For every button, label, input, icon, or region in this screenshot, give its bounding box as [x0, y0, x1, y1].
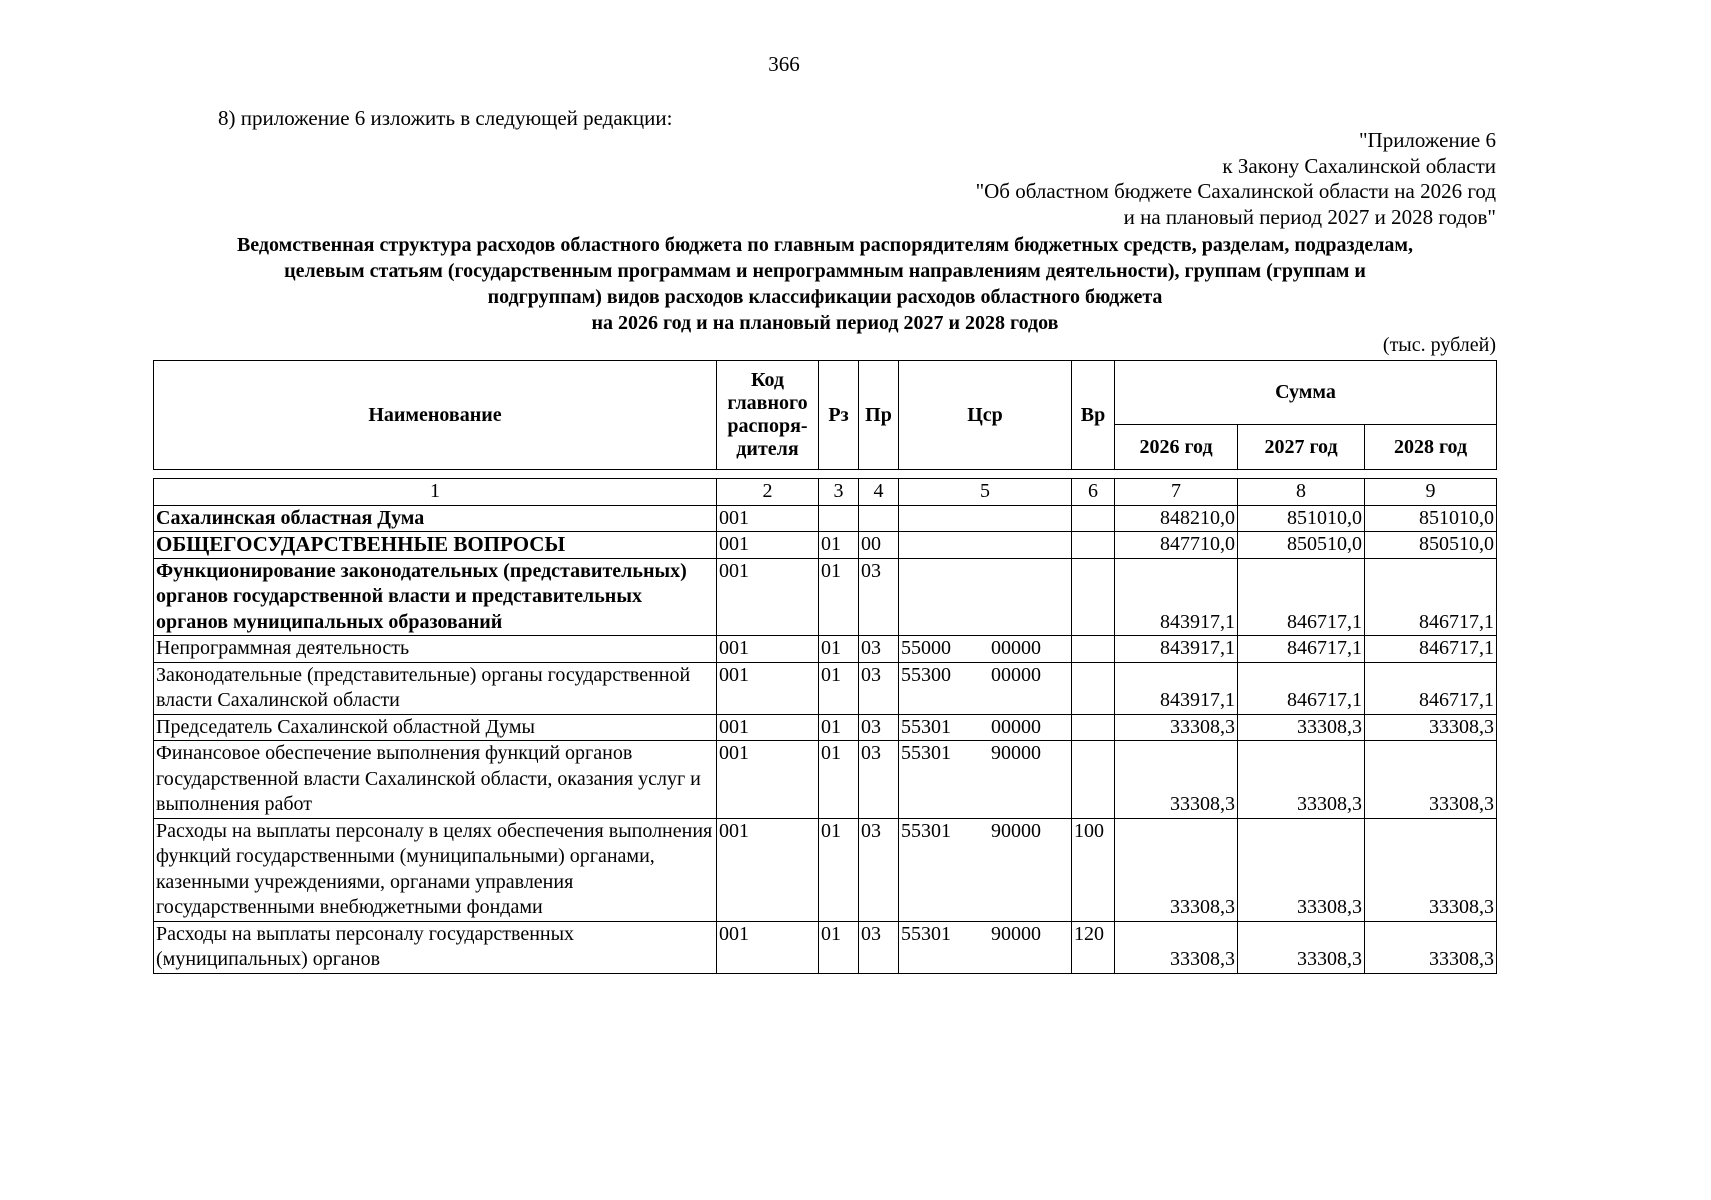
row-pr: 03	[859, 921, 899, 973]
row-pr: 03	[859, 558, 899, 636]
appendix-header	[976, 128, 1496, 230]
row-rz: 01	[819, 741, 859, 819]
row-vr	[1072, 505, 1115, 532]
appendix-line-4: и на плановый период 2027 и 2028 годов"	[1123, 204, 1496, 229]
row-name: Финансовое обеспечение выполнения функций органов государственной власти Сахалинской области, оказания услуг и выполнения работ	[154, 741, 717, 819]
row-vr: 120	[1072, 921, 1115, 973]
title-line-4: на 2026 год и на плановый период 2027 и 2028 годов	[591, 312, 1059, 334]
title-line-1: Ведомственная структура расходов областного бюджета по главным распорядителям бюджетных средств, разделам, подразделам,	[236, 234, 1414, 256]
row-name: Непрограммная деятельность	[154, 636, 717, 663]
row-vr	[1072, 741, 1115, 819]
row-csr	[899, 818, 1072, 921]
row-csr-part1: 55301	[901, 742, 951, 764]
row-csr	[899, 662, 1072, 714]
row-sum-2028: 846717,1	[1365, 636, 1497, 663]
table-row	[154, 636, 1497, 663]
table-row	[154, 532, 1497, 559]
column-number-6: 6	[1072, 479, 1115, 506]
row-code: 001	[717, 714, 819, 741]
row-name: ОБЩЕГОСУДАРСТВЕННЫЕ ВОПРОСЫ	[154, 532, 717, 559]
row-rz: 01	[819, 532, 859, 559]
row-sum-2026: 847710,0	[1115, 532, 1238, 559]
row-name: Сахалинская областная Дума	[154, 505, 717, 532]
table-row	[154, 818, 1497, 921]
header-sum: Сумма	[1115, 361, 1497, 425]
row-rz: 01	[819, 558, 859, 636]
row-sum-2027: 33308,3	[1238, 741, 1365, 819]
row-csr-part1: 55000	[901, 637, 951, 659]
row-pr: 03	[859, 741, 899, 819]
header-pr: Пр	[859, 361, 899, 470]
row-name: Расходы на выплаты персоналу государственных (муниципальных) органов	[154, 921, 717, 973]
row-csr-part2: 90000	[991, 742, 1041, 764]
row-code: 001	[717, 558, 819, 636]
row-code: 001	[717, 741, 819, 819]
row-vr	[1072, 636, 1115, 663]
header-code-line-4: дителя	[736, 438, 799, 460]
row-sum-2027: 851010,0	[1238, 505, 1365, 532]
row-vr: 100	[1072, 818, 1115, 921]
document-title	[150, 232, 1500, 336]
row-sum-2027: 33308,3	[1238, 818, 1365, 921]
row-code: 001	[717, 662, 819, 714]
column-number-row	[154, 479, 1497, 506]
row-vr	[1072, 662, 1115, 714]
column-number-3: 3	[819, 479, 859, 506]
row-name: Расходы на выплаты персоналу в целях обеспечения выполнения функций государственными (муниципальными) органами, казенными учреждениями, органами управления государственными внебюджетными фондами	[154, 818, 717, 921]
row-vr	[1072, 714, 1115, 741]
appendix-line-2: к Закону Сахалинской области	[1222, 153, 1496, 178]
header-csr: Цср	[899, 361, 1072, 470]
table-row	[154, 714, 1497, 741]
row-rz: 01	[819, 714, 859, 741]
row-sum-2027: 846717,1	[1238, 636, 1365, 663]
row-csr	[899, 532, 1072, 559]
row-code: 001	[717, 505, 819, 532]
row-rz: 01	[819, 662, 859, 714]
row-csr-part1: 55301	[901, 922, 951, 945]
table-row	[154, 662, 1497, 714]
row-code: 001	[717, 921, 819, 973]
row-pr	[859, 505, 899, 532]
table-row	[154, 558, 1497, 636]
row-sum-2028: 846717,1	[1365, 662, 1497, 714]
row-sum-2026: 33308,3	[1115, 921, 1238, 973]
row-csr	[899, 741, 1072, 819]
row-name: Председатель Сахалинской областной Думы	[154, 714, 717, 741]
row-rz: 01	[819, 921, 859, 973]
row-sum-2028: 33308,3	[1365, 741, 1497, 819]
row-name: Законодательные (представительные) органы государственной власти Сахалинской области	[154, 662, 717, 714]
row-sum-2026: 848210,0	[1115, 505, 1238, 532]
row-csr-part1: 55300	[901, 663, 951, 686]
header-code-line-2: главного	[727, 392, 808, 414]
row-sum-2028: 851010,0	[1365, 505, 1497, 532]
column-number-4: 4	[859, 479, 899, 506]
row-sum-2028: 33308,3	[1365, 818, 1497, 921]
row-rz: 01	[819, 818, 859, 921]
appendix-line-3: "Об областном бюджете Сахалинской области на 2026 год	[975, 179, 1496, 203]
title-line-2: целевым статьям (государственным программам и непрограммным направлениям деятельности), группам (группам и	[284, 260, 1366, 282]
header-vr: Вр	[1072, 361, 1115, 470]
row-sum-2026: 843917,1	[1115, 662, 1238, 714]
row-sum-2027: 846717,1	[1238, 558, 1365, 636]
row-sum-2026: 33308,3	[1115, 818, 1238, 921]
table-header	[153, 360, 1497, 470]
row-sum-2027: 33308,3	[1238, 714, 1365, 741]
page-number: 366	[768, 52, 800, 76]
row-name: Функционирование законодательных (представительных) органов государственной власти и представительных органов муниципальных образований	[154, 558, 717, 636]
header-year-2027: 2027 год	[1238, 425, 1365, 470]
row-pr: 03	[859, 662, 899, 714]
row-csr-part2: 90000	[991, 922, 1041, 945]
table-row	[154, 741, 1497, 819]
row-vr	[1072, 558, 1115, 636]
row-pr: 03	[859, 636, 899, 663]
header-year-2026: 2026 год	[1115, 425, 1238, 470]
row-pr: 03	[859, 818, 899, 921]
row-csr-part2: 00000	[991, 715, 1041, 738]
appendix-line-1: "Приложение 6	[1358, 128, 1496, 152]
row-code: 001	[717, 532, 819, 559]
row-code: 001	[717, 636, 819, 663]
column-number-9: 9	[1365, 479, 1497, 506]
budget-table	[153, 478, 1497, 974]
row-csr-part1: 55301	[901, 715, 951, 738]
row-csr	[899, 714, 1072, 741]
row-sum-2027: 33308,3	[1238, 921, 1365, 973]
row-sum-2028: 33308,3	[1365, 714, 1497, 741]
column-number-2: 2	[717, 479, 819, 506]
row-code: 001	[717, 818, 819, 921]
header-code-line-1: Код	[750, 369, 785, 391]
row-sum-2027: 846717,1	[1238, 662, 1365, 714]
row-csr-part1: 55301	[901, 819, 951, 842]
header-year-2028: 2028 год	[1365, 425, 1497, 470]
column-number-8: 8	[1238, 479, 1365, 506]
row-pr: 00	[859, 532, 899, 559]
row-csr-part2: 90000	[991, 819, 1041, 842]
row-sum-2026: 33308,3	[1115, 714, 1238, 741]
row-sum-2027: 850510,0	[1238, 532, 1365, 559]
header-name: Наименование	[154, 361, 717, 470]
row-rz	[819, 505, 859, 532]
row-csr	[899, 921, 1072, 973]
row-csr	[899, 505, 1072, 532]
header-code	[717, 361, 819, 470]
row-sum-2026: 843917,1	[1115, 558, 1238, 636]
intro-text: 8) приложение 6 изложить в следующей редакции:	[218, 106, 673, 130]
row-sum-2028: 33308,3	[1365, 921, 1497, 973]
title-line-3: подгруппам) видов расходов классификации расходов областного бюджета	[487, 286, 1163, 308]
column-number-7: 7	[1115, 479, 1238, 506]
unit-label: (тыс. рублей)	[1382, 334, 1496, 356]
table-row	[154, 921, 1497, 973]
row-sum-2028: 850510,0	[1365, 532, 1497, 559]
row-sum-2028: 846717,1	[1365, 558, 1497, 636]
row-csr	[899, 636, 1072, 663]
row-sum-2026: 843917,1	[1115, 636, 1238, 663]
column-number-1: 1	[154, 479, 717, 506]
table-row	[154, 505, 1497, 532]
column-number-5: 5	[899, 479, 1072, 506]
header-rz: Рз	[819, 361, 859, 470]
header-code-line-3: распоря-	[727, 415, 808, 437]
row-vr	[1072, 532, 1115, 559]
row-pr: 03	[859, 714, 899, 741]
row-csr	[899, 558, 1072, 636]
row-csr-part2: 00000	[991, 663, 1041, 686]
row-sum-2026: 33308,3	[1115, 741, 1238, 819]
row-csr-part2: 00000	[991, 637, 1041, 659]
row-rz: 01	[819, 636, 859, 663]
